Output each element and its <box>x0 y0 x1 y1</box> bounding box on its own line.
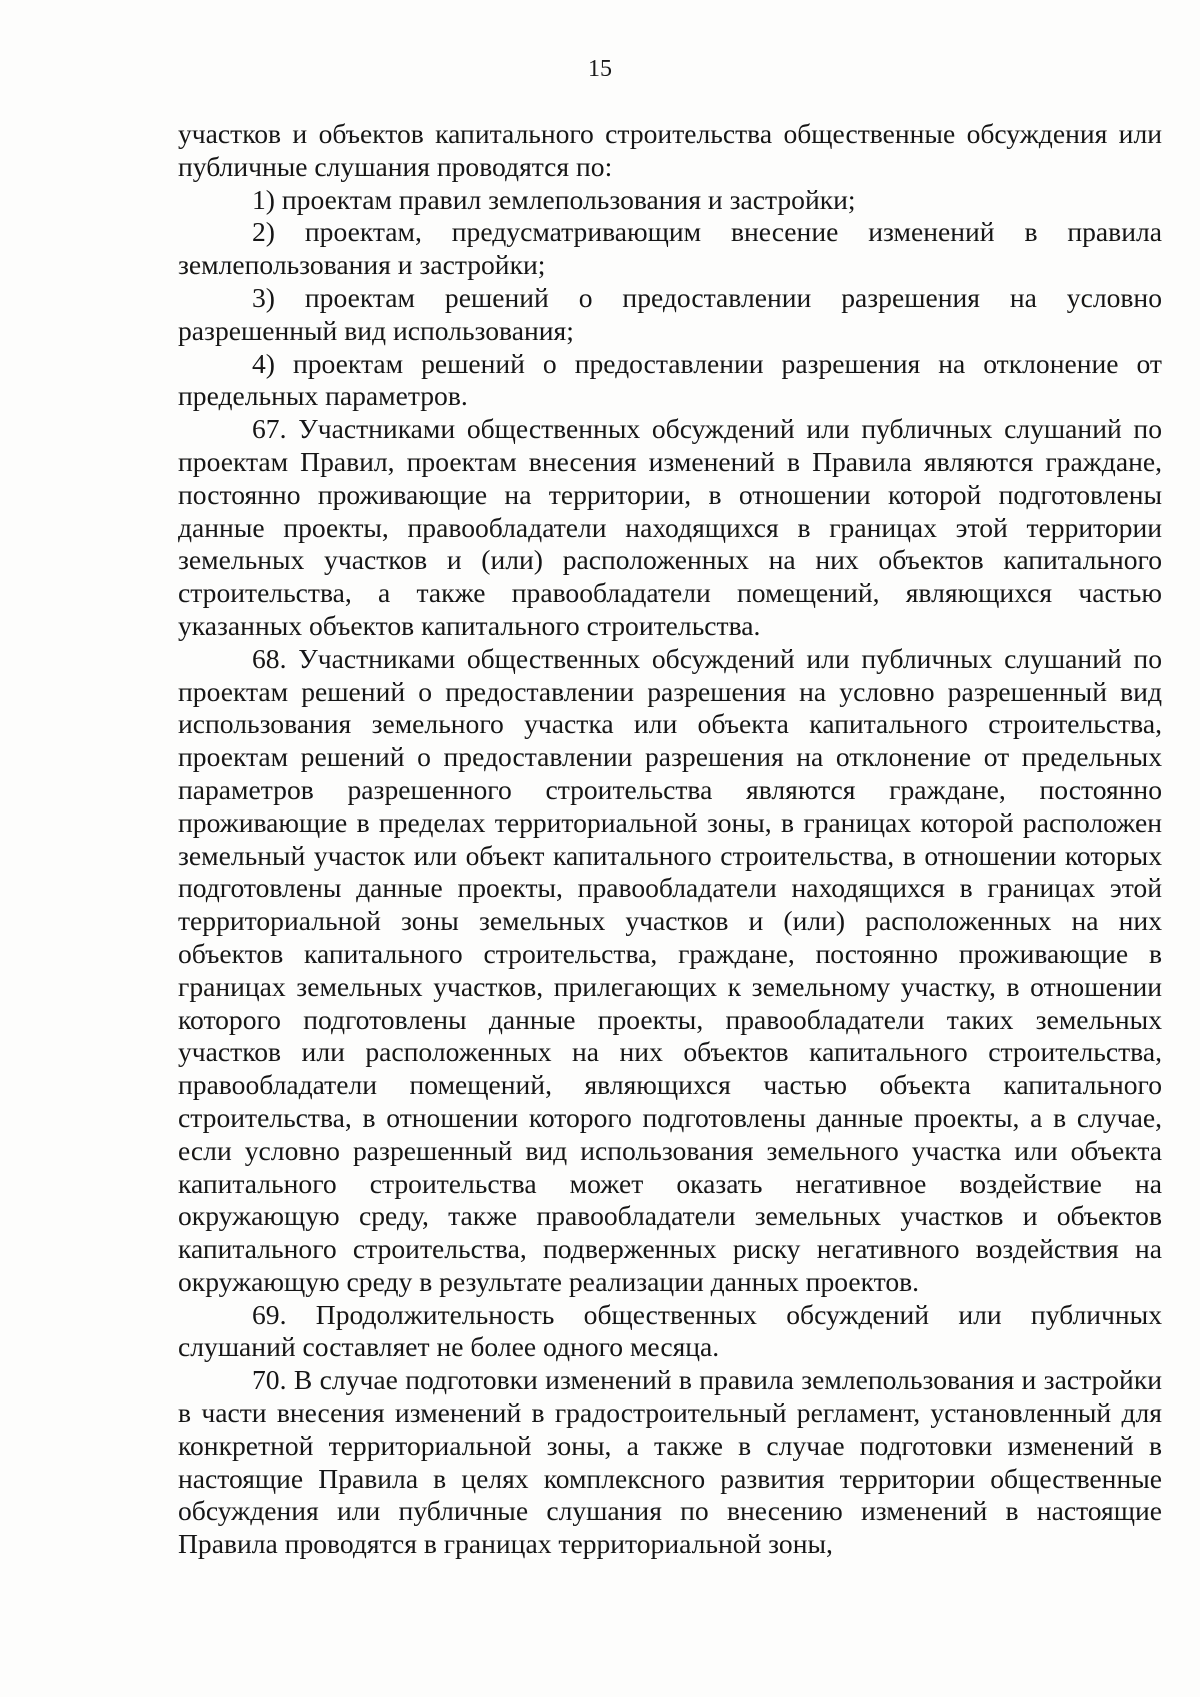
list-item-4: 4) проектам решений о предоставлении разрешения на отклонение от предельных параметров. <box>178 347 1162 412</box>
page-number: 15 <box>588 56 612 82</box>
paragraph-70: 70. В случае подготовки изменений в правила землепользования и застройки в части внесения изменений в градостроительный регламент, установленный для конкретной территориальной зоны, а также в случае подготовки изменений в настоящие Правила в целях комплексного развития территории общественные обсуждения или публичные слушания по внесению изменений в настоящие Правила проводятся в границах территориальной зоны, <box>178 1364 1162 1560</box>
paragraph-intro: участков и объектов капитального строительства общественные обсуждения или публичные слушания проводятся по: <box>178 118 1162 182</box>
list-item-2: 2) проектам, предусматривающим внесение изменений в правила землепользования и застройки; <box>178 216 1162 281</box>
paragraph-68: 68. Участниками общественных обсуждений или публичных слушаний по проектам решений о предоставлении разрешения на условно разрешенный вид использования земельного участка или объекта капитального строительства, проектам решений о предоставлении разрешения на отклонение от предельных параметров разрешенного строительства являются граждане, постоянно проживающие в пределах территориальной зоны, в границах которой расположен земельный участок или объект капитального строительства, в отношении которых подготовлены данные проекты, правообладатели находящихся в границах этой территориальной зоны земельных участков и (или) расположенных на них объектов капитального строительства, граждане, постоянно проживающие в границах земельных участков, прилегающих к земельному участку, в отношении которого подготовлены данные проекты, правообладатели таких земельных участков или расположенных на них объектов капитального строительства, правообладатели помещений, являющихся частью объекта капитального строительства, в отношении которого подготовлены данные проекты, а в случае, если условно разрешенный вид использования земельного участка или объекта капитального строительства может оказать негативное воздействие на окружающую среду, также правообладатели земельных участков и объектов капитального строительства, подверженных риску негативного воздействия на окружающую среду в результате реализации данных проектов. <box>178 642 1162 1297</box>
paragraph-67: 67. Участниками общественных обсуждений или публичных слушаний по проектам Правил, проектам внесения изменений в Правила являются граждане, постоянно проживающие на территории, в отношении которой подготовлены данные проекты, правообладатели находящихся в границах этой территории земельных участков и (или) расположенных на них объектов капитального строительства, а также правообладатели помещений, являющихся частью указанных объектов капитального строительства. <box>178 413 1162 641</box>
document-body <box>178 118 1162 1561</box>
list-item-1: 1) проектам правил землепользования и застройки; <box>252 183 856 215</box>
paragraph-69: 69. Продолжительность общественных обсуждений или публичных слушаний составляет не более одного месяца. <box>178 1298 1162 1363</box>
list-item-3: 3) проектам решений о предоставлении разрешения на условно разрешенный вид использования; <box>178 281 1162 346</box>
